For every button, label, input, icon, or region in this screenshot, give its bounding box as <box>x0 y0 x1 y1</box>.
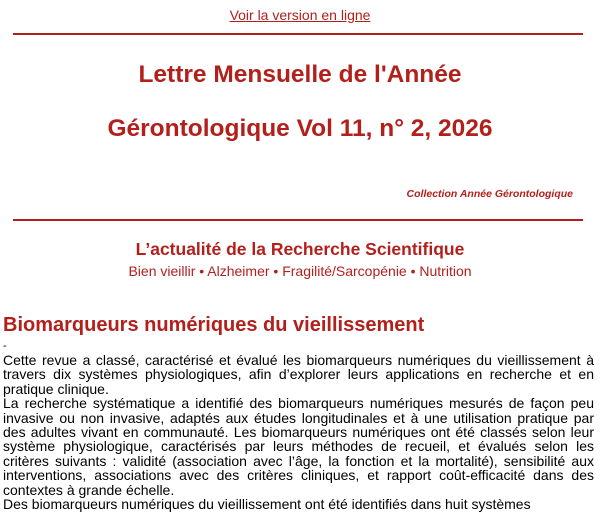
header-divider-top <box>13 33 583 35</box>
section-title: L’actualité de la Recherche Scientifique <box>135 239 465 259</box>
section-topics: Bien vieillir • Alzheimer • Fragilité/Sarcopénie • Nutrition <box>128 263 472 279</box>
article-marker: - <box>3 340 7 352</box>
article-body <box>3 353 594 511</box>
article-paragraph-2: La recherche systématique a identifié des biomarqueurs numériques mesurés de façon peu invasive ou non invasive, adaptés aux études longitudinales et à une utilisation pratique par des adultes vivant en communauté. Les biomarqueurs numériques ont été classés selon leur système physiologique, caractérisés par leurs méthodes de recueil, et évalués selon les critères suivants : validité (association avec l’âge, la fonction et la mortalité), sensibilité aux interventions, associations avec des critères cliniques, et rapport coût-efficacité dans des contextes à grande échelle. <box>3 395 594 498</box>
newsletter-title-line2: Gérontologique Vol 11, n° 2, 2026 <box>107 115 493 142</box>
article-paragraph-3: Des biomarqueurs numériques du vieillissement ont été identifiés dans huit systèmes <box>3 496 531 512</box>
collection-label: Collection Année Gérontologique <box>406 188 573 200</box>
article-title: Biomarqueurs numériques du vieillissement <box>3 314 425 336</box>
article-paragraph-1: Cette revue a classé, caractérisé et évalué les biomarqueurs numériques du vieillissement à travers dix systèmes physiologiques, afin d’explorer leurs applications en recherche et en pratique clinique. <box>3 352 594 397</box>
newsletter-title-line1: Lettre Mensuelle de l'Année <box>138 61 462 88</box>
view-online-link[interactable]: Voir la version en ligne <box>229 7 371 23</box>
header-divider-bottom <box>13 219 583 221</box>
